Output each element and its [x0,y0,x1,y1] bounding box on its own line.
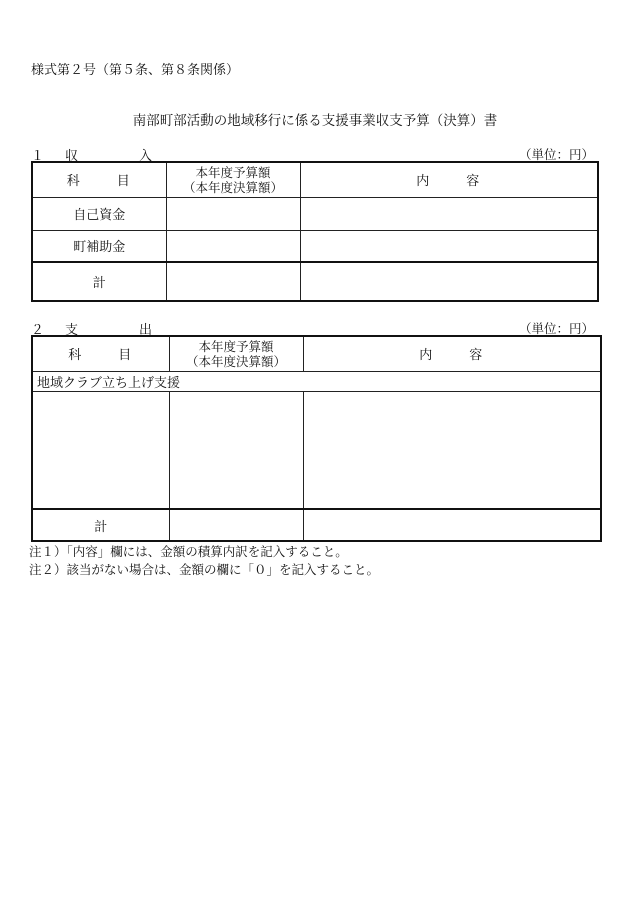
expense-header-row [32,336,601,371]
document-title: 南部町部活動の地域移行に係る支援事業収支予算（決算）書 [132,113,498,129]
expense-category-label: 地域クラブ立ち上げ支援 [32,371,601,391]
income-row-subject: 自己資金 [32,197,166,230]
note-1: 注１）「内容」欄には、金額の積算内訳を記入すること。 [29,544,348,559]
income-header-subject: 科 目 [32,162,166,197]
income-table [31,161,599,302]
notes [29,543,379,579]
expense-section-number: ２ [31,323,45,338]
expense-header-amount-line2: （本年度決算額） [185,353,286,369]
income-total-row [32,262,598,301]
table-row [32,391,601,509]
expense-total-label: 計 [32,509,169,541]
expense-row-subject-cell[interactable] [32,391,169,509]
income-unit-label: （単位：円） [518,147,594,162]
income-row-amount-cell[interactable] [166,197,300,230]
income-total-content-cell[interactable] [300,262,598,301]
expense-header-content: 内 容 [303,336,601,371]
income-header-amount-line1: 本年度予算額 [195,164,271,180]
income-row-content-cell[interactable] [300,230,598,262]
form-number: 様式第２号（第５条、第８条関係） [31,63,240,78]
expense-table [31,335,602,542]
income-section-label: 収 入 [65,149,177,164]
income-header-amount [166,162,300,197]
income-total-label: 計 [32,262,166,301]
expense-header-amount-line1: 本年度予算額 [198,338,274,354]
expense-unit-label: （単位：円） [518,321,594,336]
expense-header-amount [169,336,303,371]
income-row-amount-cell[interactable] [166,230,300,262]
expense-section-label: 支 出 [65,323,177,338]
income-header-amount-line2: （本年度決算額） [182,179,283,195]
income-row-content-cell[interactable] [300,197,598,230]
income-section-number: １ [31,149,45,164]
expense-row-content-cell[interactable] [303,391,601,509]
table-row [32,197,598,230]
table-row [32,230,598,262]
income-header-content: 内 容 [300,162,598,197]
income-total-amount-cell[interactable] [166,262,300,301]
income-header-row [32,162,598,197]
expense-total-amount-cell[interactable] [169,509,303,541]
income-row-subject: 町補助金 [32,230,166,262]
note-2: 注２）該当がない場合は、金額の欄に「０」を記入すること。 [29,562,380,577]
expense-row-amount-cell[interactable] [169,391,303,509]
expense-total-content-cell[interactable] [303,509,601,541]
expense-header-subject: 科 目 [32,336,169,371]
expense-total-row [32,509,601,541]
expense-category-row [32,371,601,391]
